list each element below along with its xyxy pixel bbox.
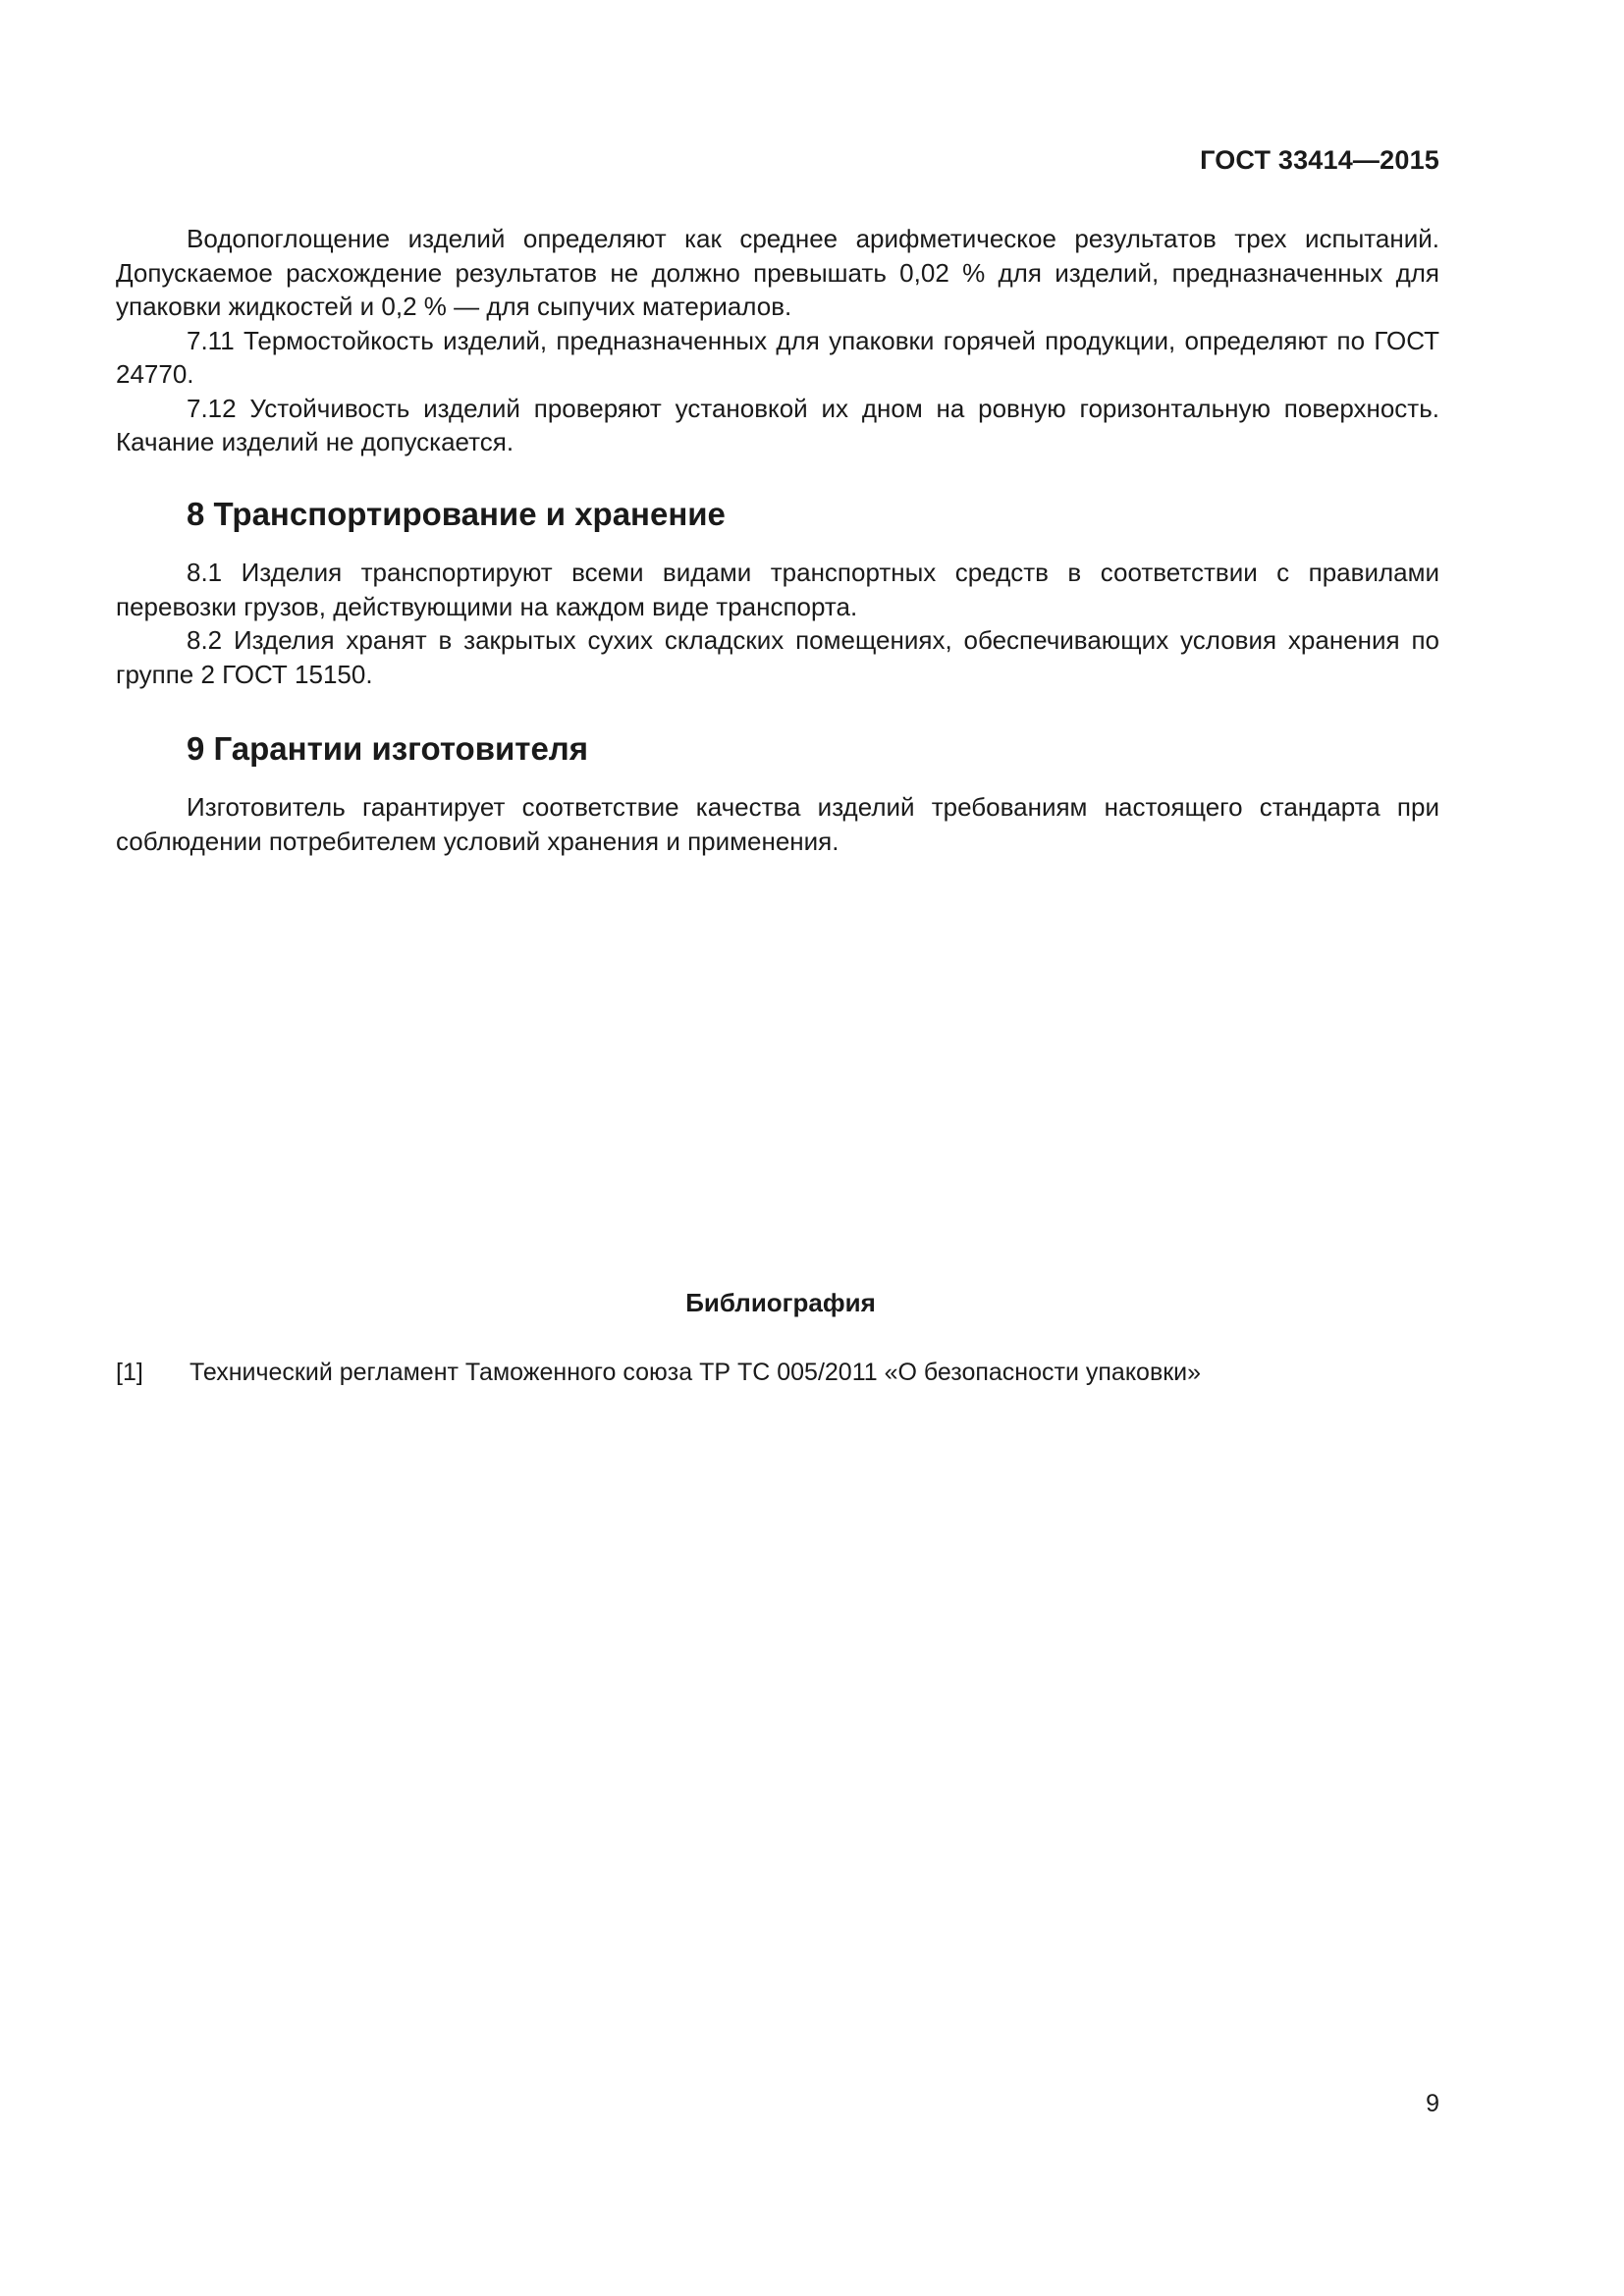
section-8-block — [116, 556, 1439, 691]
section-9-block — [116, 790, 1439, 858]
document-code: ГОСТ 33414—2015 — [1200, 145, 1439, 175]
bibliography-entry-text: Технический регламент Таможенного союза ТР ТС 005/2011 «О безопасности упаковки» — [189, 1359, 1202, 1386]
bibliography-entry — [116, 1359, 1201, 1387]
paragraph-warranty: Изготовитель гарантирует соответствие качества изделий требованиям настоящего стандарта при соблюдении потребителем условий хранения и применения. — [116, 792, 1439, 856]
section-8-heading: 8 Транспортирование и хранение — [187, 496, 726, 532]
intro-block — [116, 222, 1439, 459]
bibliography-title: Библиография — [685, 1288, 876, 1317]
paragraph-8-1: 8.1 Изделия транспортируют всеми видами транспортных средств в соответствии с правилами перевозки грузов, действующими на каждом виде транспорта. — [116, 558, 1439, 621]
section-9-heading: 9 Гарантии изготовителя — [187, 730, 589, 767]
page-number: 9 — [1426, 2090, 1439, 2117]
paragraph-7-11: 7.11 Термостойкость изделий, предназначенных для упаковки горячей продукции, определяют по ГОСТ 24770. — [116, 325, 1439, 389]
paragraph-water-absorption: Водопоглощение изделий определяют как среднее арифметическое результатов трех испытаний. Допускаемое расхождение результатов не должно превышать 0,02 % для изделий, предназначенных для упаковки жидкостей и 0,2 % — для сыпучих материалов. — [116, 224, 1439, 321]
paragraph-8-2: 8.2 Изделия хранят в закрытых сухих складских помещениях, обеспечивающих условия хранения по группе 2 ГОСТ 15150. — [116, 625, 1439, 689]
paragraph-7-12: 7.12 Устойчивость изделий проверяют установкой их дном на ровную горизонтальную поверхность. Качание изделий не допускается. — [116, 393, 1439, 456]
bibliography-entry-number: [1] — [116, 1359, 143, 1386]
